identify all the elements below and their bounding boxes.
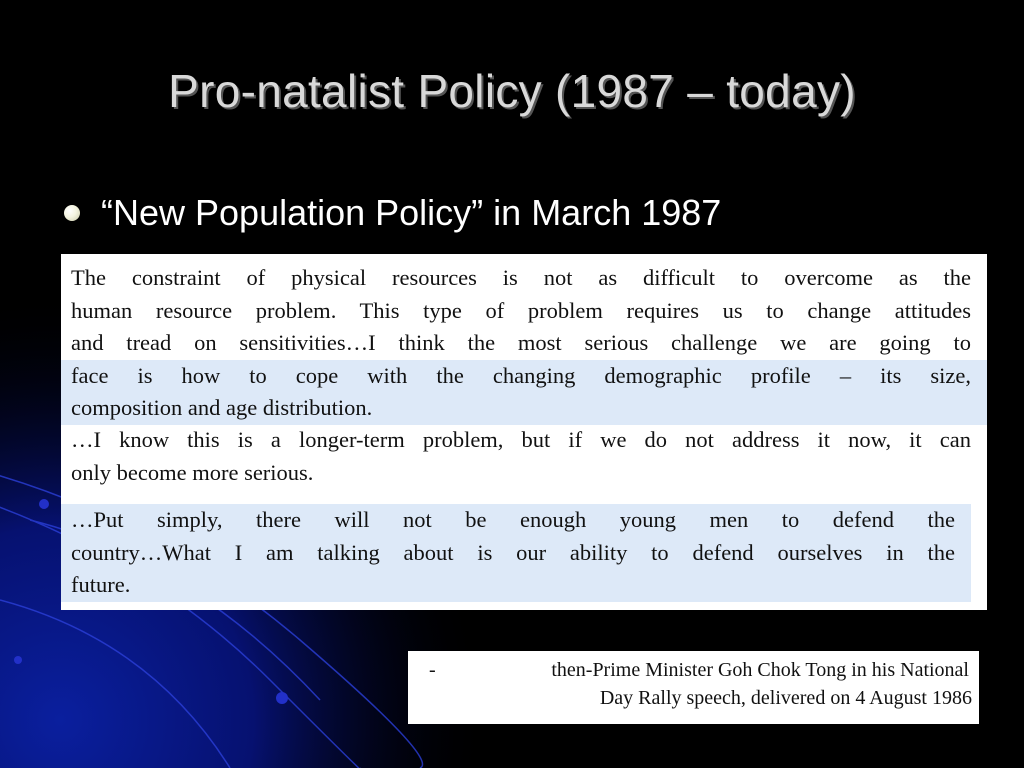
quote-line: The constraint of physical resources is not as difficult to overcome as the (71, 265, 971, 290)
quote-line-highlighted: …Put simply, there will not be enough young men to defend the (61, 504, 971, 537)
bullet-icon (64, 205, 80, 221)
speech-quote-box (61, 254, 987, 610)
quote-line: human resource problem. This type of problem requires us to change attitudes (71, 297, 971, 323)
quote-paragraph-2 (61, 424, 987, 489)
citation-box (408, 651, 979, 724)
quote-line: …I know this is a longer-term problem, but if we do not address it now, it can (71, 427, 971, 452)
citation-line: Day Rally speech, delivered on 4 August 1986 (599, 687, 972, 709)
quote-paragraph-3 (61, 504, 987, 602)
citation-dash: - (429, 659, 436, 681)
quote-line: only become more serious. (71, 459, 314, 485)
quote-line-highlighted: country…What I am talking about is our ability to defend ourselves in the (61, 537, 971, 570)
quote-line-highlighted: composition and age distribution. (61, 392, 987, 425)
bullet-text: “New Population Policy” in March 1987 (101, 192, 722, 233)
citation-line: then-Prime Minister Goh Chok Tong in his National (551, 659, 969, 681)
quote-line-highlighted: face is how to cope with the changing demographic profile – its size, (61, 360, 987, 393)
quote-line-highlighted: future. (61, 569, 971, 602)
quote-paragraph-1 (61, 262, 987, 425)
quote-line: and tread on sensitivities…I think the most serious challenge we are going to (71, 330, 971, 355)
slide-title: Pro-natalist Policy (1987 – today) (168, 65, 856, 117)
